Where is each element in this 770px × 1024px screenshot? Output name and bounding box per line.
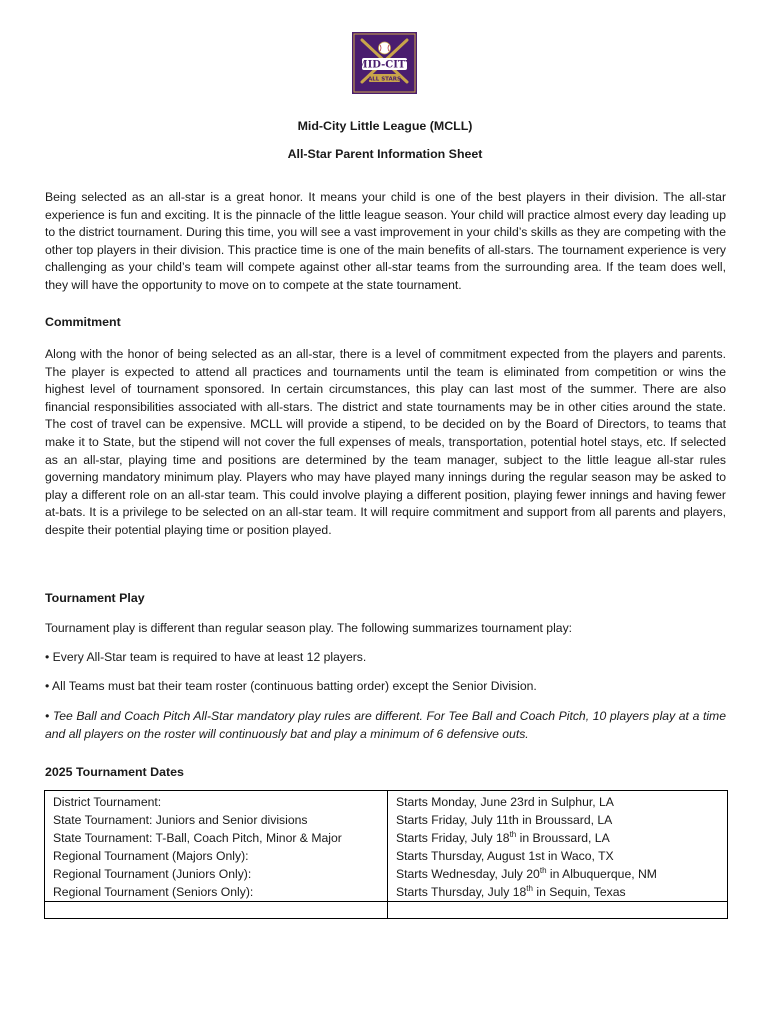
empty-cell — [388, 902, 728, 919]
baseball-logo-icon — [352, 32, 417, 94]
table-row — [45, 865, 728, 883]
start-cell: Starts Monday, June 23rd in Sulphur, LA — [388, 791, 728, 812]
empty-cell — [45, 902, 388, 919]
start-cell: Starts Thursday, July 18th in Sequin, Texas — [388, 883, 728, 902]
table-row — [45, 811, 728, 829]
commitment-heading: Commitment — [45, 315, 121, 329]
start-cell: Starts Friday, July 18th in Broussard, LA — [388, 829, 728, 847]
org-title: Mid-City Little League (MCLL) — [297, 119, 473, 133]
table-row — [45, 791, 728, 812]
tournament-play-intro: Tournament play is different than regular season play. The following summarizes tournament play: — [45, 621, 573, 635]
table-row — [45, 847, 728, 865]
event-cell: Regional Tournament (Majors Only): — [45, 847, 388, 865]
tournament-dates-table — [44, 790, 728, 919]
event-cell: Regional Tournament (Juniors Only): — [45, 865, 388, 883]
empty-table-row — [45, 902, 728, 919]
intro-paragraph: Being selected as an all-star is a great honor. It means your child is one of the best players in their division. The all-star experience is fun and exciting. It is the pinnacle of the little league season. Your child will practice almost every day leading up to the district tournament. During this time, you will see a vast improvement in your child’s skills as they are competing with the other top players in their division. This practice time is one of the main benefits of all-stars. The tournament experience is very challenging as your child’s team will compete against other all-star teams from the surrounding area. If the team does well, they will have the opportunity to move on to compete at the state tournament. — [45, 190, 726, 292]
table-row — [45, 883, 728, 902]
table-row — [45, 829, 728, 847]
document-title: All-Star Parent Information Sheet — [287, 147, 483, 161]
tournament-dates-heading: 2025 Tournament Dates — [45, 765, 184, 779]
start-cell: Starts Friday, July 11th in Broussard, LA — [388, 811, 728, 829]
event-cell: State Tournament: T-Ball, Coach Pitch, Minor & Major — [45, 829, 388, 847]
tournament-play-heading: Tournament Play — [45, 591, 145, 605]
start-cell: Starts Thursday, August 1st in Waco, TX — [388, 847, 728, 865]
event-cell: District Tournament: — [45, 791, 388, 812]
bullet-item-italic: • Tee Ball and Coach Pitch All-Star mandatory play rules are different. For Tee Ball and Coach Pitch, 10 players play at a time and all players on the roster will continuously bat and play a minimum of 6 defensive outs. — [45, 709, 726, 741]
commitment-paragraph: Along with the honor of being selected as an all-star, there is a level of commitment expected from the players and parents. The player is expected to attend all practices and tournaments until the team is eliminated from competition or wins the highest level of tournament sponsored. In certain circumstances, this play can last most of the summer. There are also financial responsibilities associated with all-stars. The district and state tournaments may be in other cities around the state. The cost of travel can be expensive. MCLL will provide a stipend, to be decided on by the Board of Directors, to teams that make it to State, but the stipend will not cover the full expenses of meals, transportation, potential hotel stays, etc. If selected as an all-star, playing time and positions are determined by the team manager, subject to the little league all-star rules governing mandatory minimum play. Players who may have played many innings during the regular season may be asked to play a different role on an all-star team. This could involve playing a different position, playing fewer innings and having fewer at-bats. It is a privilege to be selected on an all-star team. It will require commitment and support from all parents and players, despite their potential playing time or position played. — [45, 347, 726, 537]
start-cell: Starts Wednesday, July 20th in Albuquerque, NM — [388, 865, 728, 883]
svg-text:MID-CITY: MID-CITY — [356, 59, 413, 71]
event-cell: Regional Tournament (Seniors Only): — [45, 883, 388, 902]
bullet-item: • All Teams must bat their team roster (continuous batting order) except the Senior Division. — [45, 679, 537, 693]
mid-city-logo — [352, 32, 417, 94]
event-cell: State Tournament: Juniors and Senior divisions — [45, 811, 388, 829]
bullet-item: • Every All-Star team is required to have at least 12 players. — [45, 650, 367, 664]
svg-text:ALL STARS: ALL STARS — [368, 76, 401, 83]
